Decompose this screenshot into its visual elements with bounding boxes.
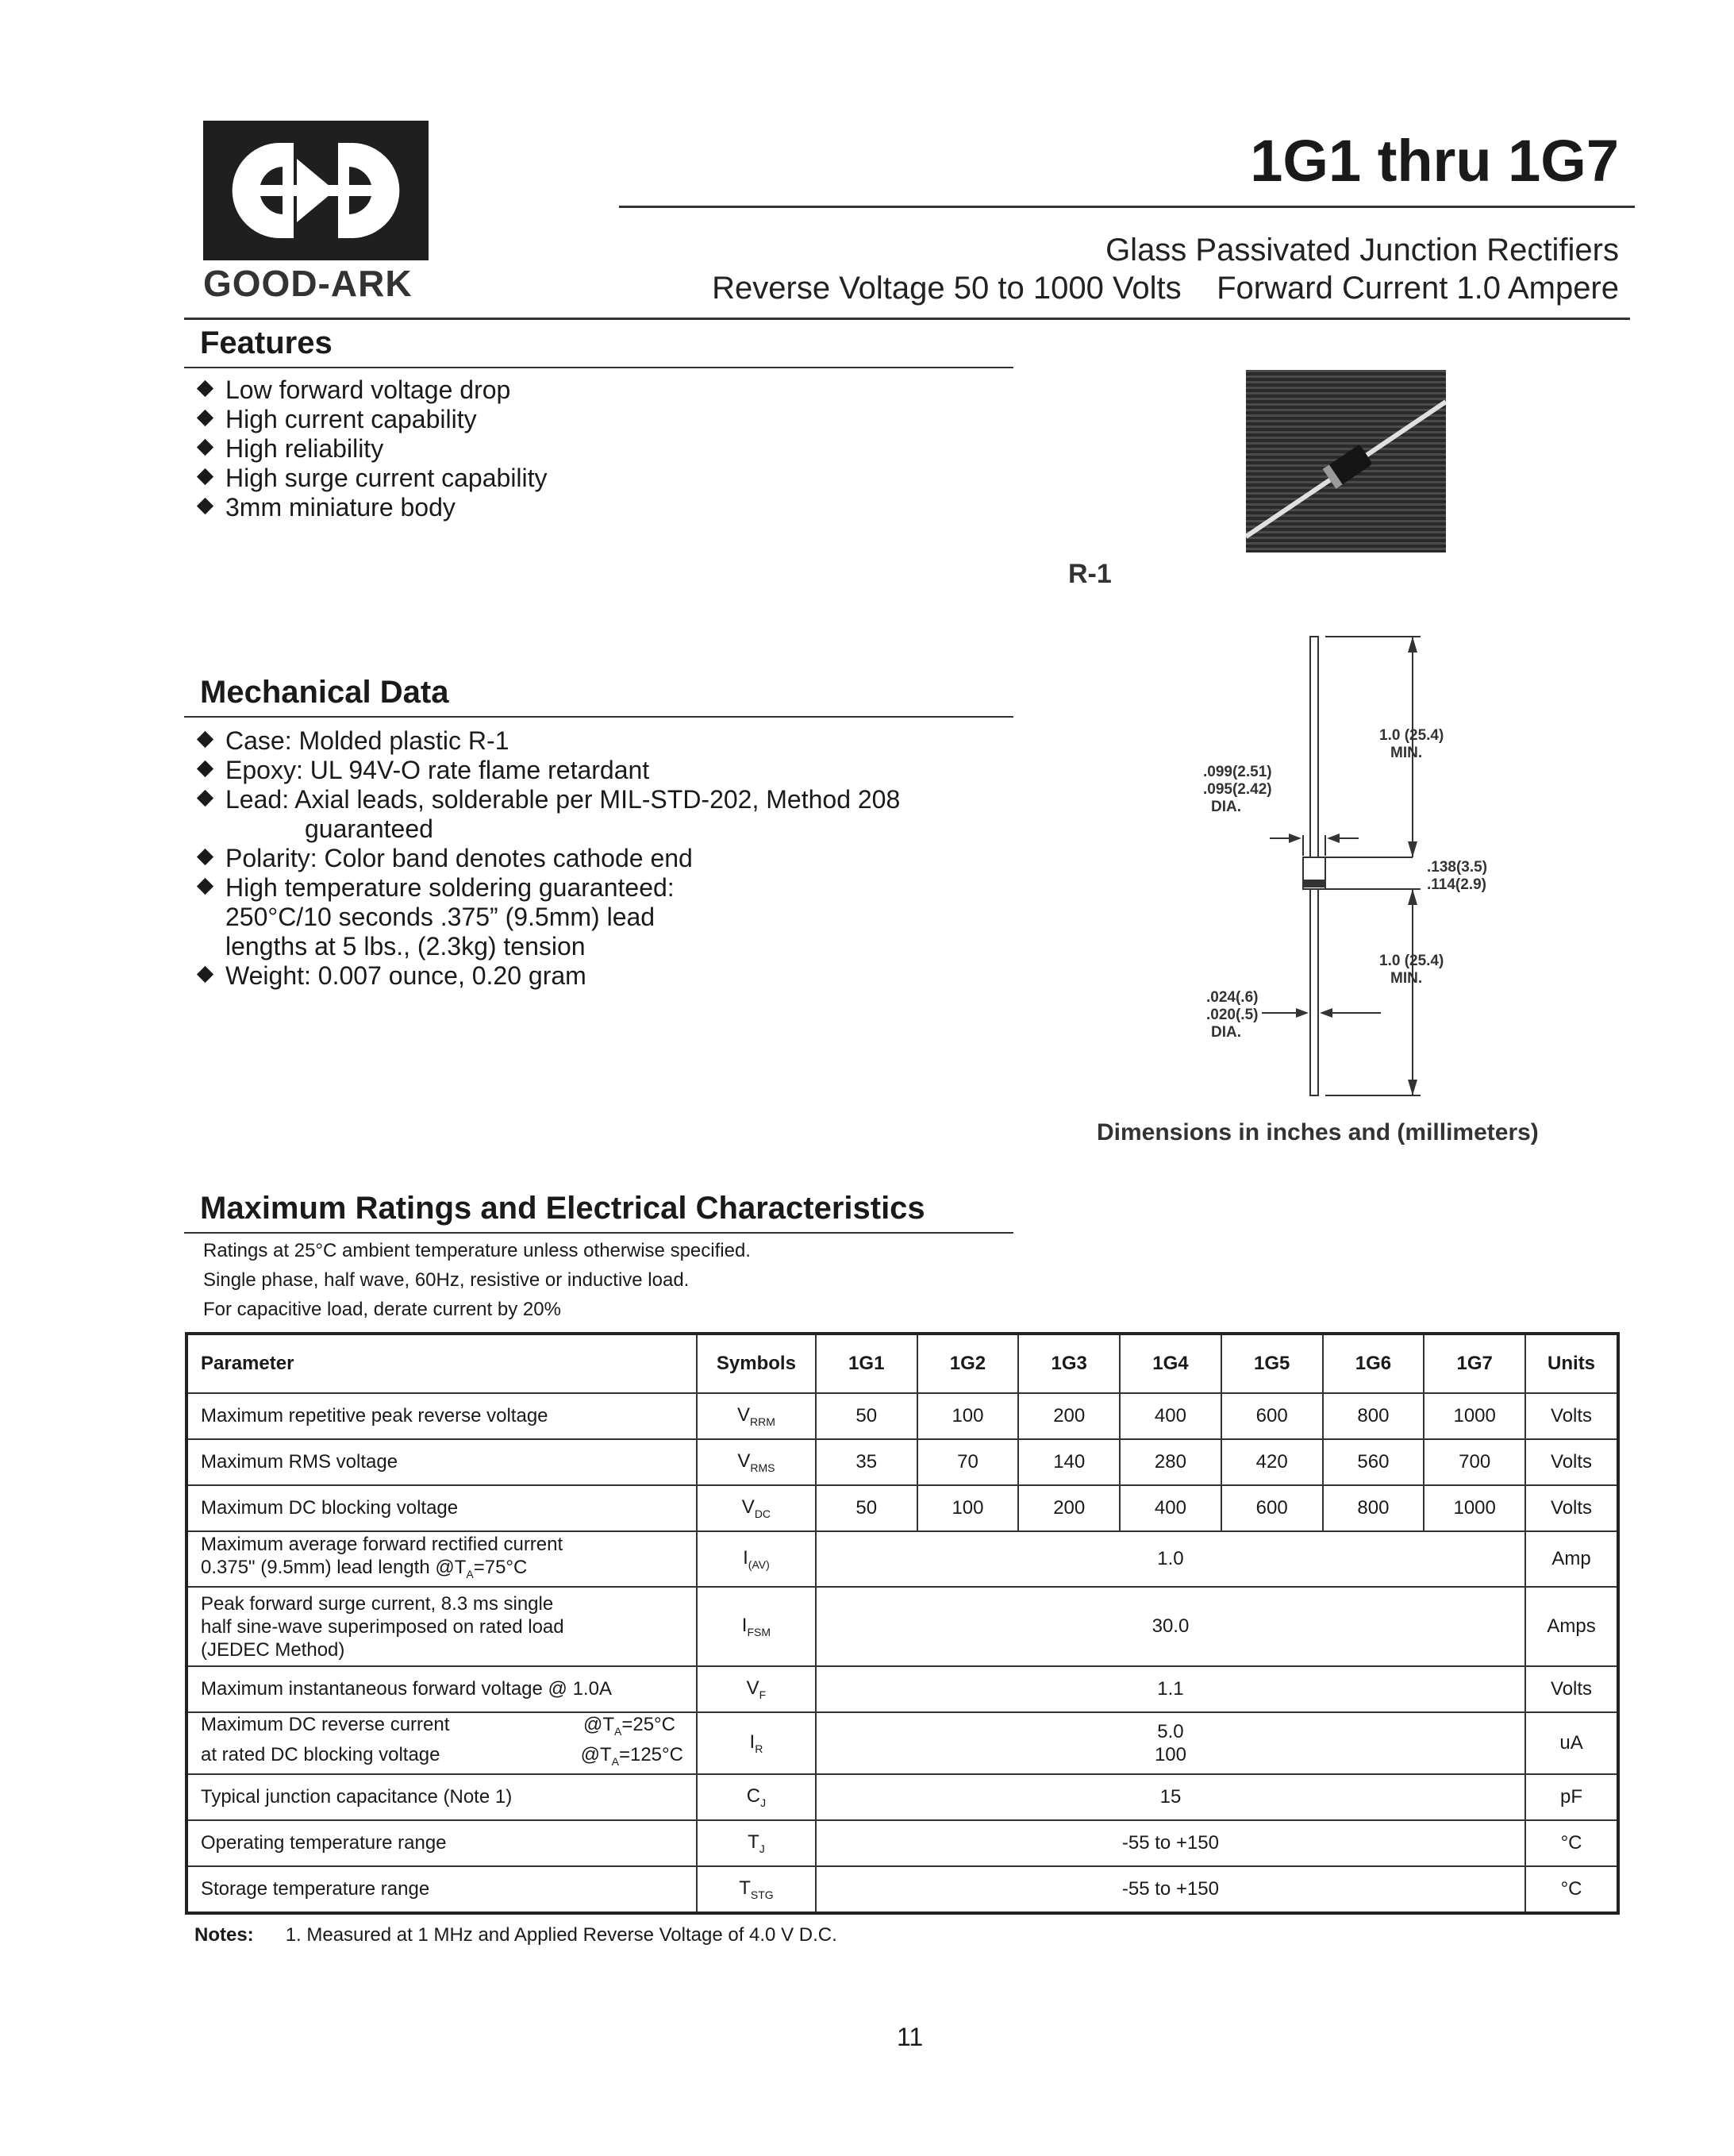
diamond-bullet-icon [197, 849, 213, 865]
diamond-bullet-icon [197, 439, 213, 456]
diamond-bullet-icon [197, 468, 213, 485]
footnote-text: 1. Measured at 1 MHz and Applied Reverse Voltage of 4.0 V D.C. [285, 1924, 837, 1946]
list-item: Weight: 0.007 ounce, 0.20 gram [197, 961, 900, 991]
product-ratings-line [712, 271, 1619, 306]
col-header-1g3: 1G3 [1018, 1334, 1120, 1393]
table-row: Typical junction capacitance (Note 1) $C_J$ 15 pF [186, 1774, 1618, 1820]
col-header-parameter: Parameter [186, 1334, 697, 1393]
forward-current-text: Forward Current 1.0 Ampere [1217, 271, 1619, 306]
table-row: Storage temperature range $T_{STG}$ -55 to +150 °C [186, 1866, 1618, 1913]
diamond-bullet-icon [197, 790, 213, 807]
diamond-bullet-icon [197, 498, 213, 514]
page-title: 1G1 thru 1G7 [1250, 128, 1619, 194]
diamond-bullet-icon [197, 760, 213, 777]
symbol-cell: $I_R$ [697, 1712, 816, 1774]
header-divider [184, 318, 1630, 320]
table-row: Operating temperature range $T_J$ -55 to +150 °C [186, 1820, 1618, 1866]
symbol-cell: $V_{RRM}$ [697, 1393, 816, 1439]
table-row: Maximum average forward rectified current 0.375" (9.5mm) lead length $@T_A=75^\circ C$ $I_{(AV)}$ 1.0 Amp [186, 1531, 1618, 1587]
list-item: Low forward voltage drop [197, 375, 548, 405]
diamond-bullet-icon [197, 731, 213, 748]
package-photo [1246, 370, 1446, 552]
col-header-1g1: 1G1 [816, 1334, 917, 1393]
dim-body-len-1: .138(3.5) [1427, 859, 1488, 876]
col-header-symbols: Symbols [697, 1334, 816, 1393]
table-header-row [186, 1334, 1618, 1393]
ratings-note-2: Single phase, half wave, 60Hz, resistive or inductive load. [203, 1269, 690, 1291]
ratings-table [185, 1332, 1620, 1915]
list-item: Polarity: Color band denotes cathode end [197, 844, 900, 873]
dim-lead-dia-label: DIA. [1211, 1024, 1241, 1041]
dim-lead-dia-2: .020(.5) [1206, 1007, 1259, 1023]
features-divider [184, 367, 1013, 368]
mechanical-divider [184, 716, 1013, 718]
product-subtitle: Glass Passivated Junction Rectifiers [1105, 233, 1619, 268]
symbol-cell: $I_{FSM}$ [697, 1587, 816, 1666]
table-row: Maximum instantaneous forward voltage @ 1.0A $V_F$ 1.1 Volts [186, 1666, 1618, 1712]
dim-lead-dia-1: .024(.6) [1206, 989, 1259, 1006]
col-header-1g2: 1G2 [917, 1334, 1019, 1393]
symbol-cell: $V_F$ [697, 1666, 816, 1712]
dim-body-dia-2: .095(2.42) [1203, 781, 1272, 798]
ratings-note-3: For capacitive load, derate current by 20% [203, 1299, 561, 1320]
diamond-bullet-icon [197, 966, 213, 983]
symbol-cell: $T_{STG}$ [697, 1866, 816, 1913]
col-header-units: Units [1525, 1334, 1618, 1393]
diamond-bullet-icon [197, 380, 213, 397]
table-row: Maximum RMS voltage $V_{RMS}$ 35 70 140 280 420 560 700 Volts [186, 1439, 1618, 1485]
company-logo [203, 121, 429, 260]
diamond-bullet-icon [197, 410, 213, 426]
diamond-bullet-icon [197, 878, 213, 895]
dim-lead-top-min: MIN. [1390, 745, 1423, 761]
col-header-1g4: 1G4 [1120, 1334, 1221, 1393]
features-heading: Features [200, 325, 333, 360]
reverse-voltage-text: Reverse Voltage 50 to 1000 Volts [712, 271, 1182, 306]
mechanical-list [197, 726, 900, 991]
ratings-heading: Maximum Ratings and Electrical Characteristics [200, 1191, 925, 1226]
package-label: R-1 [1068, 559, 1112, 589]
ratings-note-1: Ratings at 25°C ambient temperature unless otherwise specified. [203, 1240, 751, 1261]
table-row: Maximum DC reverse current $@T_A=25^\circ C$ at rated DC blocking voltage $@T_A=125^\circ C$ $I_R$ 5.0 100 uA [186, 1712, 1618, 1774]
table-row: Peak forward surge current, 8.3 ms single half sine-wave superimposed on rated load (JEDEC Method) $I_{FSM}$ 30.0 Amps [186, 1587, 1618, 1666]
symbol-cell: $T_J$ [697, 1820, 816, 1866]
footnote [194, 1924, 837, 1946]
list-item: High current capability [197, 405, 548, 434]
dim-body-dia-1: .099(2.51) [1203, 764, 1272, 780]
col-header-1g6: 1G6 [1323, 1334, 1424, 1393]
dim-lead-top: 1.0 (25.4) [1379, 727, 1444, 744]
list-item: High temperature soldering guaranteed: 250°C/10 seconds .375” (9.5mm) lead lengths at 5 lbs., (2.3kg) tension [197, 873, 900, 961]
title-divider [619, 206, 1635, 208]
dim-body-dia-label: DIA. [1211, 799, 1241, 815]
footnote-label: Notes: [194, 1924, 254, 1946]
col-header-1g7: 1G7 [1424, 1334, 1525, 1393]
list-item: 3mm miniature body [197, 493, 548, 522]
ratings-divider [184, 1232, 1013, 1234]
list-item: High reliability [197, 434, 548, 464]
table-row: Maximum repetitive peak reverse voltage $V_{RRM}$ 50 100 200 400 600 800 1000 Volts [186, 1393, 1618, 1439]
table-row: Maximum DC blocking voltage $V_{DC}$ 50 100 200 400 600 800 1000 Volts [186, 1485, 1618, 1531]
page-number: 11 [897, 2023, 924, 2051]
dimension-drawing [1175, 627, 1619, 1103]
list-item: Epoxy: UL 94V-O rate flame retardant [197, 756, 900, 785]
col-header-1g5: 1G5 [1221, 1334, 1323, 1393]
symbol-cell: $V_{DC}$ [697, 1485, 816, 1531]
mechanical-heading: Mechanical Data [200, 675, 449, 710]
list-item: Case: Molded plastic R-1 [197, 726, 900, 756]
symbol-cell: $I_{(AV)}$ [697, 1531, 816, 1587]
symbol-cell: $C_J$ [697, 1774, 816, 1820]
features-list [197, 375, 548, 522]
dim-lead-bot: 1.0 (25.4) [1379, 953, 1444, 969]
list-item: High surge current capability [197, 464, 548, 493]
dim-lead-bot-min: MIN. [1390, 970, 1423, 987]
dim-body-len-2: .114(2.9) [1427, 876, 1486, 893]
list-item: Lead: Axial leads, solderable per MIL-STD-202, Method 208 guaranteed [197, 785, 900, 844]
symbol-cell: $V_{RMS}$ [697, 1439, 816, 1485]
logo-wordmark: GOOD-ARK [203, 263, 413, 304]
dimension-caption: Dimensions in inches and (millimeters) [1097, 1119, 1539, 1145]
